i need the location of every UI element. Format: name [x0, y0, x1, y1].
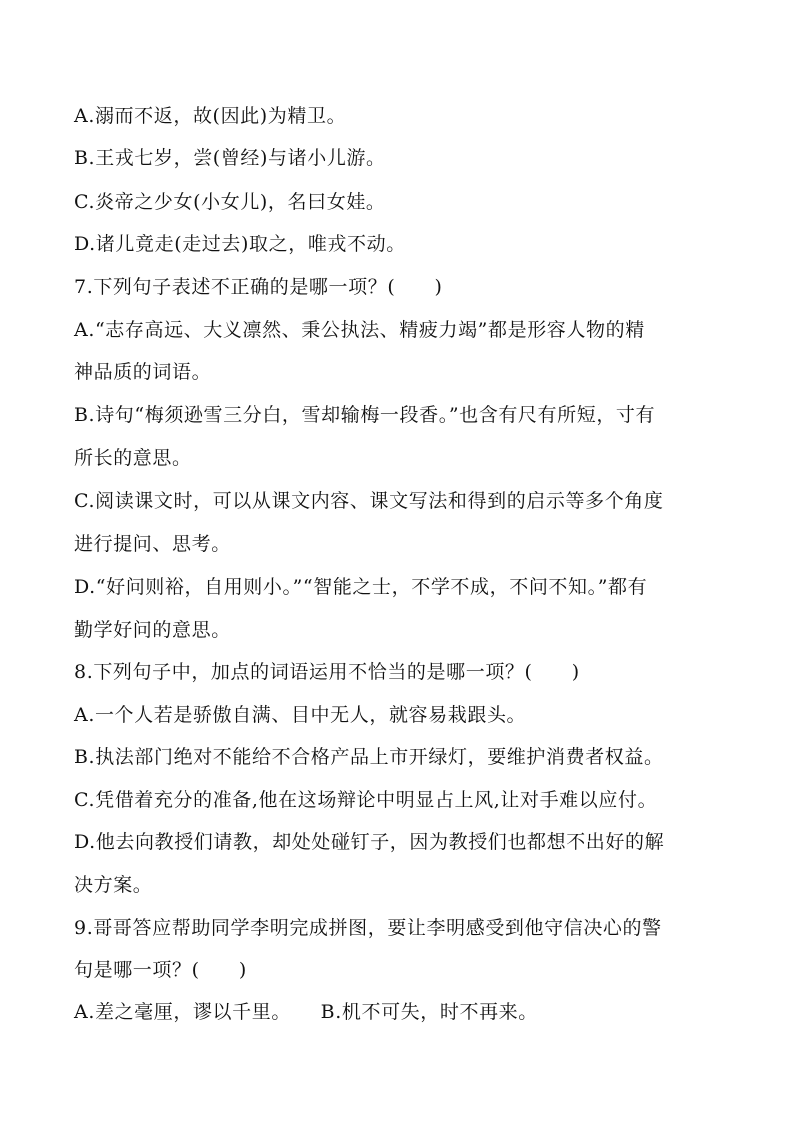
q7-option-c-line-2: 进行提问、思考。 — [74, 533, 231, 555]
question-7-stem: 7.下列句子表述不正确的是哪一项？( ) — [74, 276, 443, 298]
q7-option-d-line-2: 勤学好问的意思。 — [74, 619, 231, 641]
option-c-line: C.炎帝之少女(小女儿)，名曰女娃。 — [74, 191, 386, 213]
option-a-line: A.溺而不返，故(因此)为精卫。 — [74, 105, 347, 127]
question-9-stem-line-2: 句是哪一项？( ) — [74, 959, 247, 981]
q8-option-b-line: B.执法部门绝对不能给不合格产品上市开绿灯，要维护消费者权益。 — [74, 746, 664, 768]
q7-option-a-line-2: 神品质的词语。 — [74, 361, 212, 383]
q7-option-c-line-1: C.阅读课文时，可以从课文内容、课文写法和得到的启示等多个角度 — [74, 490, 664, 512]
option-d-line: D.诸儿竟走(走过去)取之，唯戎不动。 — [74, 233, 406, 255]
q7-option-a-line-1: A.“志存高远、大义凛然、秉公执法、精疲力竭”都是形容人物的精 — [74, 319, 645, 341]
option-b-line: B.王戎七岁，尝(曾经)与诸小儿游。 — [74, 147, 386, 169]
question-9-stem-line-1: 9.哥哥答应帮助同学李明完成拼图，要让李明感受到他守信决心的警 — [74, 917, 662, 939]
q7-option-d-line-1: D.“好问则裕，自用则小。”“智能之士，不学不成，不问不知。”都有 — [74, 576, 648, 598]
q8-option-d-line-2: 决方案。 — [74, 874, 153, 896]
q8-option-c-line: C.凭借着充分的准备,他在这场辩论中明显占上风,让对手难以应付。 — [74, 789, 658, 811]
q9-options-a-b-line: A.差之毫厘，谬以千里。 B.机不可失，时不再来。 — [74, 1001, 538, 1023]
q8-option-a-line: A.一个人若是骄傲自满、目中无人，就容易栽跟头。 — [74, 704, 527, 726]
q8-option-d-line-1: D.他去向教授们请教，却处处碰钉子，因为教授们也都想不出好的解 — [74, 831, 665, 853]
q7-option-b-line-2: 所长的意思。 — [74, 447, 192, 469]
q7-option-b-line-1: B.诗句“梅须逊雪三分白，雪却输梅一段香。”也含有尺有所短，寸有 — [74, 404, 656, 426]
question-8-stem: 8.下列句子中，加点的词语运用不恰当的是哪一项？( ) — [74, 661, 580, 683]
